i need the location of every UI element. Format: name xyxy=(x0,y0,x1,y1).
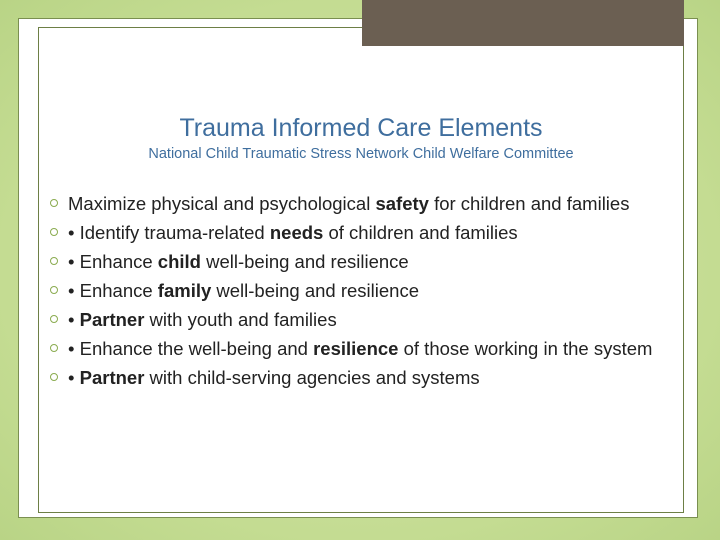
bullet-emphasis: Partner xyxy=(79,309,145,330)
bullet-text: of those working in the system xyxy=(398,338,653,359)
bullet-emphasis: family xyxy=(157,280,212,301)
bullet-circle-icon xyxy=(50,286,58,294)
bullet-emphasis: safety xyxy=(375,193,429,214)
slide-subtitle: National Child Traumatic Stress Network Child Welfare Committee xyxy=(148,146,574,162)
bullet-item xyxy=(46,280,666,302)
bullet-item xyxy=(46,338,666,360)
bullet-circle-icon xyxy=(50,257,58,265)
bullet-text: • xyxy=(68,367,80,388)
bullet-emphasis: needs xyxy=(269,222,324,243)
slide-title: Trauma Informed Care Elements xyxy=(179,114,543,142)
bullet-text: with youth and families xyxy=(144,309,337,330)
accent-block xyxy=(362,0,684,46)
bullet-emphasis: Partner xyxy=(79,367,145,388)
bullet-circle-icon xyxy=(50,344,58,352)
bullet-text: • Identify trauma-related xyxy=(68,222,270,243)
bullet-item xyxy=(46,222,666,244)
bullet-circle-icon xyxy=(50,373,58,381)
bullet-circle-icon xyxy=(50,199,58,207)
bullet-item xyxy=(46,309,666,331)
bullet-item xyxy=(46,251,666,273)
bullet-emphasis: resilience xyxy=(313,338,399,359)
bullet-circle-icon xyxy=(50,315,58,323)
bullet-emphasis: child xyxy=(157,251,201,272)
bullet-item xyxy=(46,193,666,215)
bullet-text: of children and families xyxy=(323,222,518,243)
bullet-text: • xyxy=(68,309,80,330)
bullet-item xyxy=(46,367,666,389)
bullet-circle-icon xyxy=(50,228,58,236)
bullet-text: well-being and resilience xyxy=(200,251,409,272)
bullet-text: • Enhance xyxy=(68,280,158,301)
bullet-list xyxy=(46,193,666,396)
bullet-text: for children and families xyxy=(428,193,630,214)
bullet-text: well-being and resilience xyxy=(211,280,419,301)
bullet-text: Maximize physical and psychological xyxy=(68,193,376,214)
bullet-text: with child-serving agencies and systems xyxy=(144,367,480,388)
bullet-text: • Enhance xyxy=(68,251,158,272)
bullet-text: • Enhance the well-being and xyxy=(68,338,314,359)
